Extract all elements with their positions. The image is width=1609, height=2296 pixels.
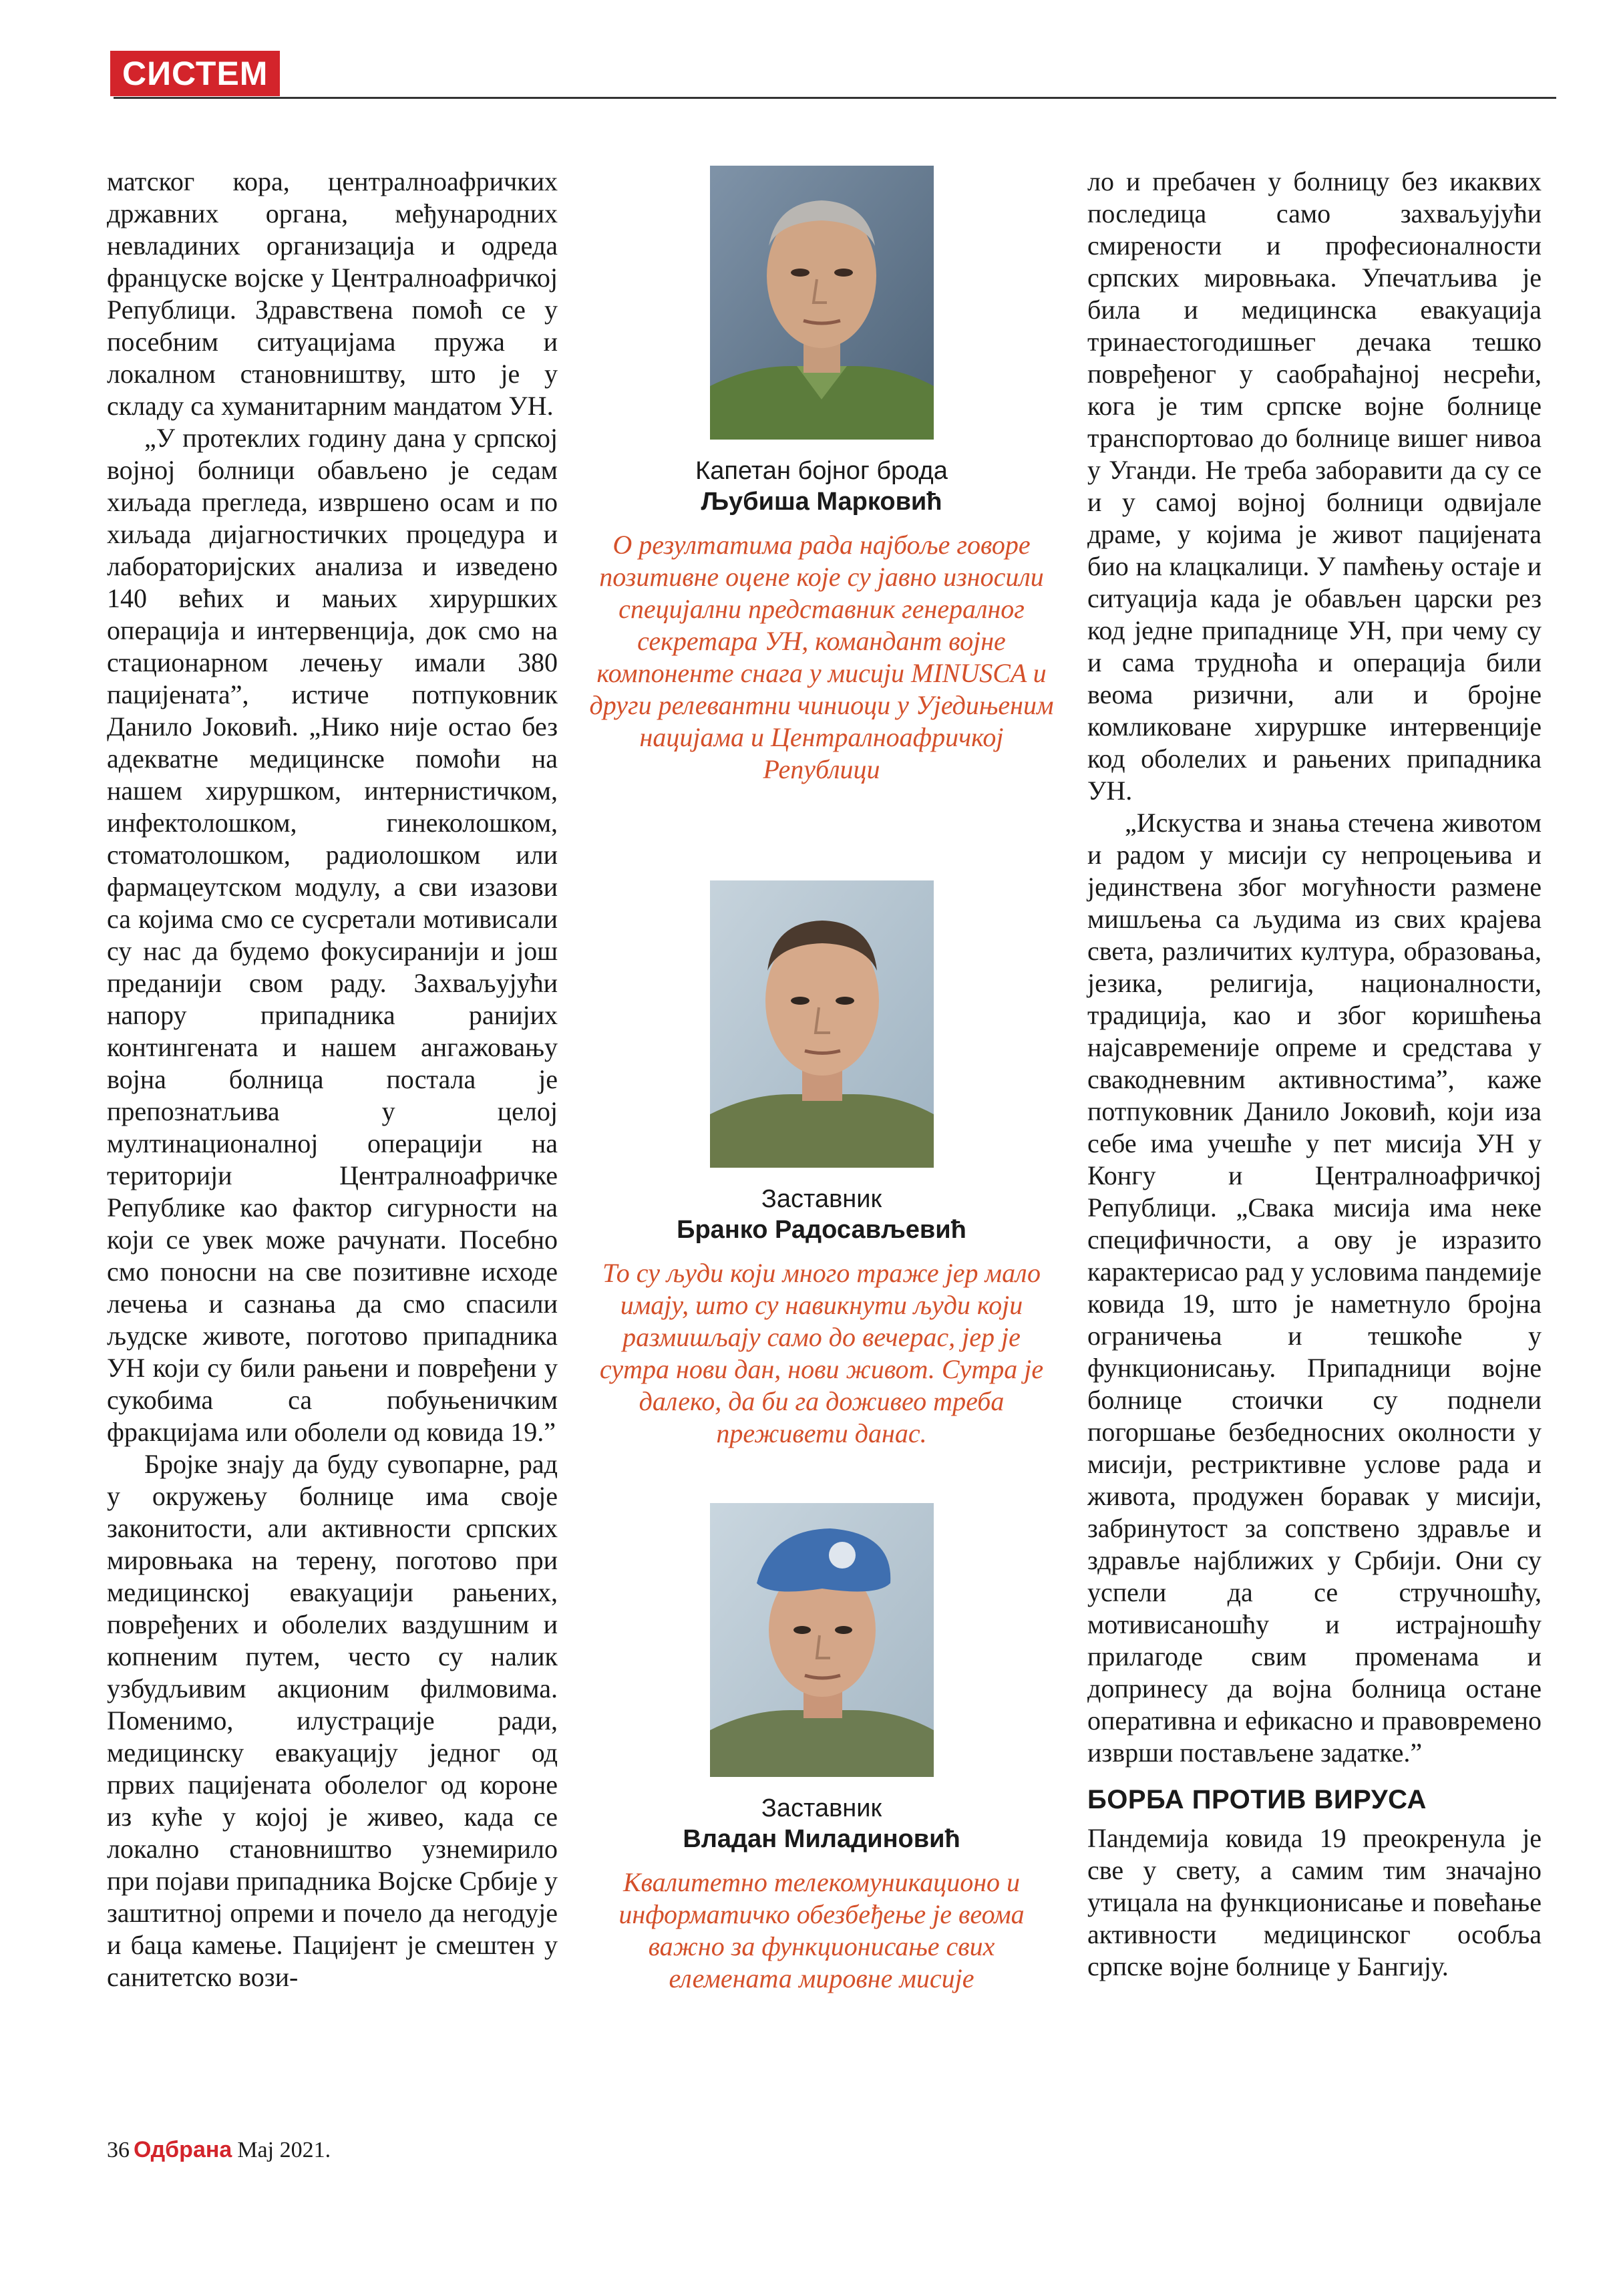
issue-date: Мај 2021. bbox=[237, 2138, 331, 2162]
caption-rank: Заставник bbox=[761, 1185, 882, 1213]
magazine-name: Одбрана bbox=[134, 2137, 232, 2162]
left-paragraph-3: Бројке знају да буду сувопарне, рад у окружењу болнице има своје законитости, али активности српских мировњака на терену, поготово при медицинској евакуацији рањених, повређених и оболелих ваздушним и копненим путем, често су налик узбудљивим акционим филмовима. Поменимо, илустрације ради, медицинску евакуацију једног од првих пацијената оболелог од короне из куће у којој је живео, када се локално становништво узнемирило при појави припадника Војске Србије у заштитној опреми и почело да негодује и баца камење. Пацијент је смештен у санитетско вози- bbox=[107, 1449, 558, 1992]
caption-rank: Капетан бојног брода bbox=[695, 457, 948, 485]
profile-2 bbox=[588, 880, 1055, 1450]
portrait-photo bbox=[710, 1503, 934, 1777]
right-column bbox=[1087, 166, 1542, 1983]
profile-1 bbox=[588, 166, 1055, 786]
portrait-photo bbox=[710, 880, 934, 1168]
caption-name: Владан Миладиновић bbox=[683, 1825, 960, 1853]
pull-quote: О резултатима рада најбоље говоре позитивне оцене које су јавно износили специјални представник генералног секретара УН, командант војне компоненте снага у мисији MINUSCA и други релевантни чиниоци у Уједињеним нацијама и Централноафричкој Републици bbox=[589, 530, 1054, 784]
header-rule bbox=[114, 97, 1556, 99]
portrait-photo bbox=[710, 166, 934, 440]
page-footer bbox=[107, 2136, 331, 2164]
left-column bbox=[107, 166, 558, 1993]
caption-rank: Заставник bbox=[761, 1794, 882, 1822]
left-paragraph-2: „У протеклих годину дана у српској војној болници обављено је седам хиљада прегледа, извршено осам и по хиљада дијагностичких процедура и лабораторијских анализа и изведено 140 већих и мањих хируршких операција и интервенција, док смо на стационарном лечењу имали 380 пацијената”, истиче потпуковник Данило Јоковић. „Нико није остао без адекватне медицинске помоћи на нашем хируршком, интернистичком, инфектолошком, гинеколошком, стоматолошком, радиолошком или фармацеутском модулу, а сви изазови са којима смо се сусретали мотивисали су нас да будемо фокусиранији и још преданији свом раду. Захваљујући напору припадника ранијих контингената и нашем ангажовању војна болница постала је препознатљива у целој мултинационалној операцији на територији Централноафричке Републике као фактор сигурности на који се увек може рачунати. Посебно смо поносни на све позитивне исходе лечења и сазнања да смо спасили људске животе, поготово припадника УН који су били рањени и повређени у сукобима са побуњеничким фракцијама или оболели од ковида 19.” bbox=[107, 423, 558, 1447]
page-number: 36 bbox=[107, 2138, 130, 2162]
right-paragraph-1: ло и пребачен у болницу без икаквих последица само захваљујући смирености и професионалности српских мировњака. Упечатљива је била и медицинска евакуација тринаестогодишњег дечака тешко повређеног у саобраћајној несрећи, кога је тим српске војне болнице транспортовао до болнице вишег нивоа у Уганди. Не треба заборавити да су се и у самој војној болници одвијале драме, у којима је живот пацијената био на клацкалици. У памћењу остаје и ситуација када је обављен царски рез код једне припаднице УН, при чему су и сама трудноћа и операција били веома ризични, али и бројне комликоване хируршке интервенције код оболелих и рањених припадника УН. bbox=[1087, 166, 1542, 806]
section-subheading: БОРБА ПРОТИВ ВИРУСА bbox=[1087, 1785, 1427, 1814]
profile-3 bbox=[588, 1503, 1055, 1995]
caption-name: Љубиша Марковић bbox=[701, 488, 942, 516]
section-label: СИСТЕМ bbox=[110, 51, 280, 96]
left-paragraph-1: матског кора, централноафричких државних органа, међународних невладиних организација и одреда француске војске у Централноафричкој Републици. Здравствена помоћ се у посебним ситуацијама пружа и локалном становништву, што је у складу са хуманитарним мандатом УН. bbox=[107, 166, 558, 421]
pull-quote: Квалитетно телекомуникационо и информатичко обезбеђење је веома важно за функционисање свих елемената мировне мисије bbox=[618, 1867, 1025, 1993]
right-paragraph-3: Пандемија ковида 19 преокренула је све у свету, а самим тим значајно утицала на функционисање и повећање активности медицинског особља српске војне болнице у Бангију. bbox=[1087, 1823, 1542, 1981]
pull-quote: То су људи који много траже јер мало имају, што су навикнути људи који размишљају само до вечерас, јер је сутра нови дан, нови живот. Сутра је далеко, да би га доживео треба преживети данас. bbox=[599, 1258, 1044, 1448]
right-paragraph-2: „Искуства и знања стечена животом и радом у мисији су непроцењива и јединствена због могућности размене мишљења са људима из свих крајева света, различитих култура, образовања, језика, религија, националности, традиција, као и због коришћења најсавременије опреме и средстава у свакодневним активностима”, каже потпуковник Данило Јоковић, који иза себе има учешће у пет мисија УН у Конгу и Централноафричкој Републици. „Свака мисија има неке специфичности, а ову је изразито карактерисао рад у условима пандемије ковида 19, што је наметнуло бројна ограничења и тешкоће у функционисању. Припадници војне болнице стоички су поднели погоршање безбедносних околности у мисији, рестриктивне услове рада и живота, продужен боравак у мисији, забринутост за сопствено здравље и здравље најближих у Србији. Они су успели да се стручношћу, мотивисаношћу и истрајношћу прилагоде свим променама и допринесу да војна болница остане оперативна и ефикасно и правовремено изврши постављене задатке.” bbox=[1087, 808, 1542, 1768]
caption-name: Бранко Радосављевић bbox=[677, 1216, 966, 1244]
